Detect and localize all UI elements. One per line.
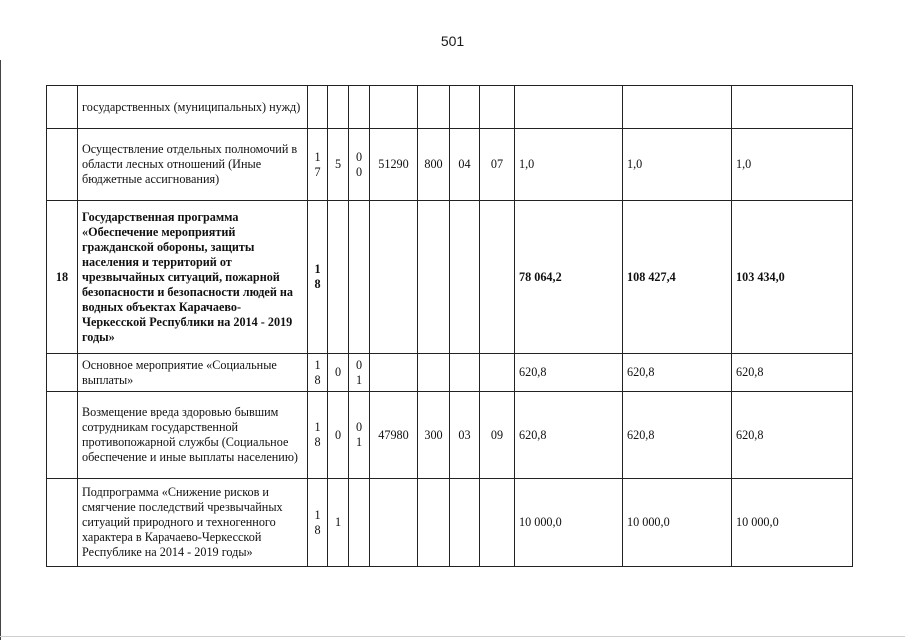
code-subprogram (328, 201, 349, 354)
code-subprogram (328, 86, 349, 129)
code-direction: 51290 (370, 129, 418, 201)
amount-year-1: 620,8 (515, 392, 623, 479)
code-program: 18 (308, 392, 328, 479)
code-section: 04 (450, 129, 480, 201)
code-expense-type (418, 354, 450, 392)
budget-table (46, 85, 853, 567)
item-name: Основное мероприятие «Социальные выплаты» (78, 354, 308, 392)
code-activity: 01 (349, 354, 370, 392)
code-section (450, 479, 480, 567)
code-program: 18 (308, 201, 328, 354)
amount-year-1: 1,0 (515, 129, 623, 201)
item-name: Осуществление отдельных полномочий в области лесных отношений (Иные бюджетные ассигнования) (78, 129, 308, 201)
row-number (47, 392, 78, 479)
amount-year-3: 103 434,0 (732, 201, 853, 354)
scan-edge-line (0, 60, 1, 640)
table-row (47, 129, 853, 201)
amount-year-3: 10 000,0 (732, 479, 853, 567)
amount-year-2: 10 000,0 (623, 479, 732, 567)
table-row (47, 354, 853, 392)
code-section (450, 86, 480, 129)
amount-year-2: 620,8 (623, 354, 732, 392)
code-direction (370, 201, 418, 354)
code-activity (349, 86, 370, 129)
code-subsection (480, 354, 515, 392)
code-direction (370, 86, 418, 129)
code-section: 03 (450, 392, 480, 479)
amount-year-2: 620,8 (623, 392, 732, 479)
page-number: 501 (440, 33, 465, 49)
code-direction (370, 479, 418, 567)
code-expense-type: 800 (418, 129, 450, 201)
code-program: 17 (308, 129, 328, 201)
scan-bottom-edge (0, 636, 905, 637)
code-program (308, 86, 328, 129)
code-direction (370, 354, 418, 392)
amount-year-1: 620,8 (515, 354, 623, 392)
row-number (47, 129, 78, 201)
code-expense-type: 300 (418, 392, 450, 479)
amount-year-3: 620,8 (732, 392, 853, 479)
amount-year-3: 620,8 (732, 354, 853, 392)
code-subprogram: 0 (328, 354, 349, 392)
table-row (47, 392, 853, 479)
amount-year-2 (623, 86, 732, 129)
amount-year-1: 78 064,2 (515, 201, 623, 354)
row-number: 18 (47, 201, 78, 354)
row-number (47, 479, 78, 567)
amount-year-2: 108 427,4 (623, 201, 732, 354)
row-number (47, 354, 78, 392)
amount-year-2: 1,0 (623, 129, 732, 201)
code-program: 18 (308, 354, 328, 392)
code-expense-type (418, 201, 450, 354)
code-section (450, 201, 480, 354)
amount-year-1: 10 000,0 (515, 479, 623, 567)
code-activity: 00 (349, 129, 370, 201)
item-name: государственных (муниципальных) нужд) (78, 86, 308, 129)
code-program: 18 (308, 479, 328, 567)
code-direction: 47980 (370, 392, 418, 479)
code-subsection: 09 (480, 392, 515, 479)
item-name: Подпрограмма «Снижение рисков и смягчение последствий чрезвычайных ситуаций природного и техногенного характера в Карачаево-Черкесской Республике на 2014 - 2019 годы» (78, 479, 308, 567)
code-subsection (480, 86, 515, 129)
item-name: Государственная программа «Обеспечение мероприятий гражданской обороны, защиты населения и территорий от чрезвычайных ситуаций, пожарной безопасности и безопасности людей на водных объектах Карачаево-Черкесской Республики на 2014 - 2019 годы» (78, 201, 308, 354)
code-subsection (480, 479, 515, 567)
item-name: Возмещение вреда здоровью бывшим сотрудникам государственной противопожарной службы (Социальное обеспечение и иные выплаты населению) (78, 392, 308, 479)
code-expense-type (418, 86, 450, 129)
code-activity: 01 (349, 392, 370, 479)
amount-year-3 (732, 86, 853, 129)
amount-year-1 (515, 86, 623, 129)
code-subsection (480, 201, 515, 354)
table-row (47, 86, 853, 129)
code-subprogram: 0 (328, 392, 349, 479)
table-row (47, 201, 853, 354)
code-section (450, 354, 480, 392)
code-expense-type (418, 479, 450, 567)
code-activity (349, 479, 370, 567)
code-activity (349, 201, 370, 354)
table-row (47, 479, 853, 567)
code-subprogram: 5 (328, 129, 349, 201)
amount-year-3: 1,0 (732, 129, 853, 201)
code-subprogram: 1 (328, 479, 349, 567)
row-number (47, 86, 78, 129)
code-subsection: 07 (480, 129, 515, 201)
